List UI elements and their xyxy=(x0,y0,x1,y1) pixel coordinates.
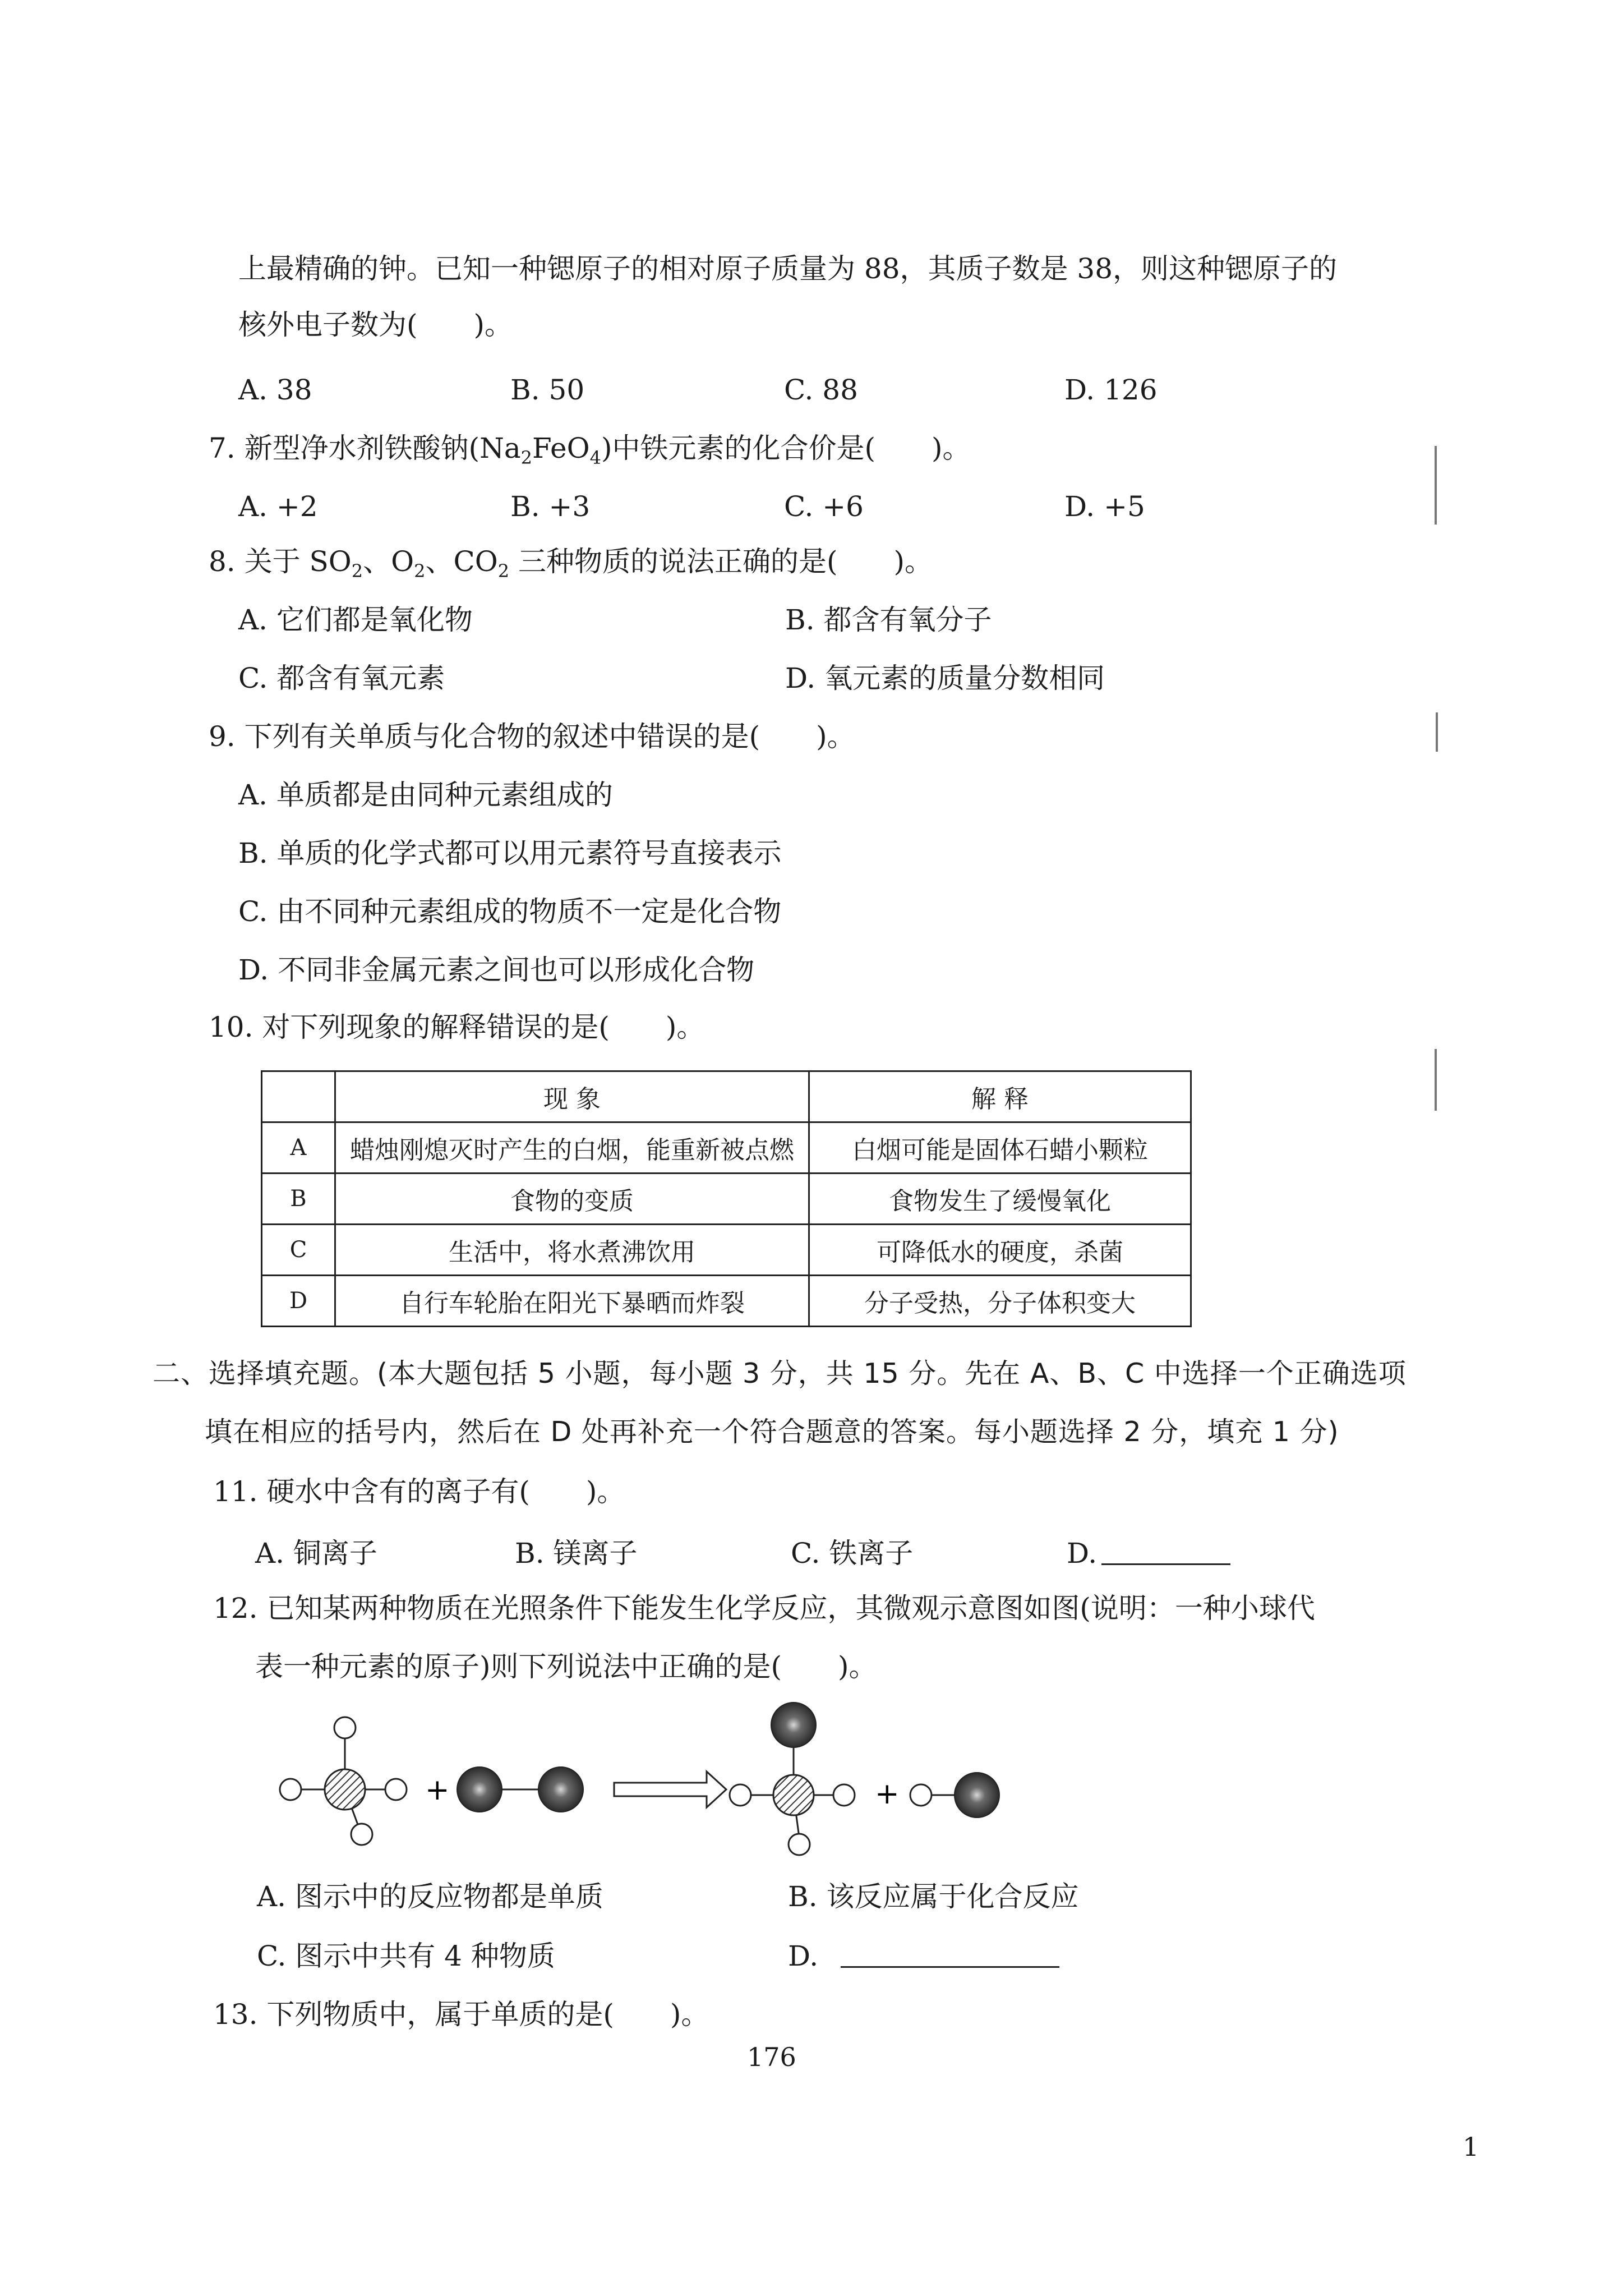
plus-sign: + xyxy=(425,1773,450,1807)
dark-atom xyxy=(955,1773,999,1818)
table-row[interactable] xyxy=(262,1276,1191,1327)
q10-stem-text: 10. 对下列现象的解释错误的是( xyxy=(209,1011,610,1043)
plus-sign: + xyxy=(875,1777,900,1811)
q7-option-d[interactable]: D. +5 xyxy=(1064,490,1145,523)
dark-atom xyxy=(457,1767,502,1812)
section2-heading-line2: 填在相应的括号内，然后在 D 处再补充一个符合题意的答案。每小题选择 2 分，填充 1 分) xyxy=(205,1416,1339,1448)
section2-heading-line1: 二、选择填充题。(本大题包括 5 小题，每小题 3 分，共 15 分。先在 A、B、C 中选择一个正确选项 xyxy=(153,1358,1407,1389)
q7-option-b[interactable]: B. +3 xyxy=(510,490,591,523)
scan-mark xyxy=(1435,446,1437,524)
q7-sub2: 4 xyxy=(589,447,601,468)
small-atom xyxy=(334,1717,356,1738)
q10-stem-end: )。 xyxy=(665,1011,705,1043)
q12-option-c[interactable]: C. 图示中共有 4 种物质 xyxy=(257,1940,555,1972)
q11-stem xyxy=(213,1474,625,1509)
q11-option-d[interactable] xyxy=(1067,1536,1230,1571)
q11-option-a[interactable]: A. 铜离子 xyxy=(255,1537,377,1570)
q8-stem-mid1: 、O xyxy=(363,545,414,578)
q11-option-b[interactable]: B. 镁离子 xyxy=(515,1537,638,1570)
table-cell-phenomenon: 生活中，将水煮沸饮用 xyxy=(335,1225,809,1276)
q11-option-c[interactable]: C. 铁离子 xyxy=(791,1537,914,1570)
q8-option-c[interactable]: C. 都含有氧元素 xyxy=(238,662,445,694)
q12-option-d-label: D. xyxy=(788,1940,819,1972)
q6-stem-line1: 上最精确的钟。已知一种锶原子的相对原子质量为 88，其质子数是 38，则这种锶原子的 xyxy=(238,252,1338,285)
table-header-explanation: 解 释 xyxy=(809,1071,1191,1122)
reaction-arrow-icon xyxy=(614,1772,726,1807)
small-atom xyxy=(351,1824,372,1845)
q12-fill-blank[interactable] xyxy=(841,1941,1059,1968)
q12-stem-line1: 12. 已知某两种物质在光照条件下能发生化学反应，其微观示意图如图(说明：一种小球代 xyxy=(213,1592,1315,1625)
table-header-cell xyxy=(262,1071,335,1122)
table-row[interactable] xyxy=(262,1174,1191,1225)
q7-option-a[interactable]: A. +2 xyxy=(238,490,318,523)
q7-stem-end: )。 xyxy=(931,432,971,464)
q7-stem-pre: 7. 新型净水剂铁酸钠(Na xyxy=(209,432,521,464)
table-header-row xyxy=(262,1071,1191,1122)
q9-stem-end: )。 xyxy=(816,720,855,753)
hatched-atom xyxy=(773,1775,814,1815)
table-row[interactable] xyxy=(262,1225,1191,1276)
corner-page-index: 1 xyxy=(1463,2132,1479,2162)
q8-stem-mid2: 、CO xyxy=(425,545,498,578)
q12-option-a[interactable]: A. 图示中的反应物都是单质 xyxy=(257,1880,603,1913)
q7-stem-mid: FeO xyxy=(532,432,590,464)
product-molecule-2 xyxy=(910,1773,999,1818)
reaction-diagram xyxy=(269,1700,1043,1874)
scan-mark xyxy=(1436,712,1438,752)
q9-option-c[interactable]: C. 由不同种元素组成的物质不一定是化合物 xyxy=(238,895,782,928)
q6-stem-text: 核外电子数为( xyxy=(238,309,418,341)
q8-stem-end: )。 xyxy=(893,545,933,578)
small-atom xyxy=(730,1784,751,1806)
q13-stem xyxy=(213,1997,709,2032)
q9-option-a[interactable]: A. 单质都是由同种元素组成的 xyxy=(238,779,613,811)
dark-atom xyxy=(771,1703,816,1747)
q7-sub1: 2 xyxy=(520,447,533,468)
q6-option-d[interactable]: D. 126 xyxy=(1064,374,1158,406)
q8-stem-post: 三种物质的说法正确的是( xyxy=(509,545,838,578)
q7-stem-post: )中铁元素的化合价是( xyxy=(601,432,875,464)
q7-option-c[interactable]: C. +6 xyxy=(784,490,864,523)
q6-option-b[interactable]: B. 50 xyxy=(510,374,585,406)
scan-mark xyxy=(1435,1049,1437,1111)
table-cell-phenomenon: 蜡烛刚熄灭时产生的白烟，能重新被点燃 xyxy=(335,1122,809,1174)
q9-option-d[interactable]: D. 不同非金属元素之间也可以形成化合物 xyxy=(238,954,755,986)
reactant-molecule-1 xyxy=(280,1717,407,1845)
q9-stem xyxy=(209,719,855,754)
reactant-molecule-2 xyxy=(457,1767,583,1812)
q8-sub1: 2 xyxy=(351,560,363,582)
q8-sub3: 2 xyxy=(497,560,510,582)
table-cell-explanation: 食物发生了缓慢氧化 xyxy=(809,1174,1191,1225)
table-cell-key: D xyxy=(262,1276,335,1327)
q8-sub2: 2 xyxy=(414,560,426,582)
q12-option-d[interactable] xyxy=(788,1939,1059,1973)
q10-stem xyxy=(209,1010,704,1045)
q8-stem-pre: 8. 关于 SO xyxy=(209,545,352,578)
table-cell-phenomenon: 自行车轮胎在阳光下暴晒而炸裂 xyxy=(335,1276,809,1327)
small-atom xyxy=(833,1784,855,1806)
q11-option-d-label: D. xyxy=(1067,1537,1098,1570)
table-row[interactable] xyxy=(262,1122,1191,1174)
table-cell-explanation: 白烟可能是固体石蜡小颗粒 xyxy=(809,1122,1191,1174)
q9-stem-text: 9. 下列有关单质与化合物的叙述中错误的是( xyxy=(209,720,760,753)
q12-stem-text: 表一种元素的原子)则下列说法中正确的是( xyxy=(255,1650,782,1683)
q6-stem-end: )。 xyxy=(473,309,513,341)
q12-stem-line2 xyxy=(255,1649,877,1684)
q12-stem-end: )。 xyxy=(838,1650,877,1683)
table-cell-explanation: 分子受热，分子体积变大 xyxy=(809,1276,1191,1327)
dark-atom xyxy=(538,1767,583,1812)
q13-stem-end: )。 xyxy=(670,1998,709,2031)
q6-option-a[interactable]: A. 38 xyxy=(238,374,312,406)
table-cell-key: A xyxy=(262,1122,335,1174)
q8-option-a[interactable]: A. 它们都是氧化物 xyxy=(238,604,473,636)
q6-stem-line2 xyxy=(238,307,513,342)
q8-option-d[interactable]: D. 氧元素的质量分数相同 xyxy=(785,662,1105,694)
small-atom xyxy=(280,1779,301,1800)
small-atom xyxy=(789,1834,810,1855)
product-molecule-1 xyxy=(730,1703,855,1855)
q11-fill-blank[interactable] xyxy=(1101,1539,1230,1565)
q13-stem-text: 13. 下列物质中，属于单质的是( xyxy=(213,1998,614,2031)
q8-option-b[interactable]: B. 都含有氧分子 xyxy=(785,604,992,636)
small-atom xyxy=(910,1784,932,1806)
table-cell-key: B xyxy=(262,1174,335,1225)
q11-stem-text: 11. 硬水中含有的离子有( xyxy=(213,1475,530,1508)
table-cell-explanation: 可降低水的硬度，杀菌 xyxy=(809,1225,1191,1276)
hatched-atom xyxy=(325,1769,365,1810)
q12-option-b[interactable]: B. 该反应属于化合反应 xyxy=(788,1880,1079,1913)
q7-stem xyxy=(209,431,970,475)
small-atom xyxy=(385,1779,407,1800)
table-cell-phenomenon: 食物的变质 xyxy=(335,1174,809,1225)
page-number: 176 xyxy=(747,2042,796,2072)
q11-stem-end: )。 xyxy=(585,1475,625,1508)
q6-option-c[interactable]: C. 88 xyxy=(784,374,858,406)
table-cell-key: C xyxy=(262,1225,335,1276)
q10-table xyxy=(261,1070,1192,1327)
q8-stem xyxy=(209,544,933,588)
table-header-phenomenon: 现 象 xyxy=(335,1071,809,1122)
q9-option-b[interactable]: B. 单质的化学式都可以用元素符号直接表示 xyxy=(238,837,782,869)
